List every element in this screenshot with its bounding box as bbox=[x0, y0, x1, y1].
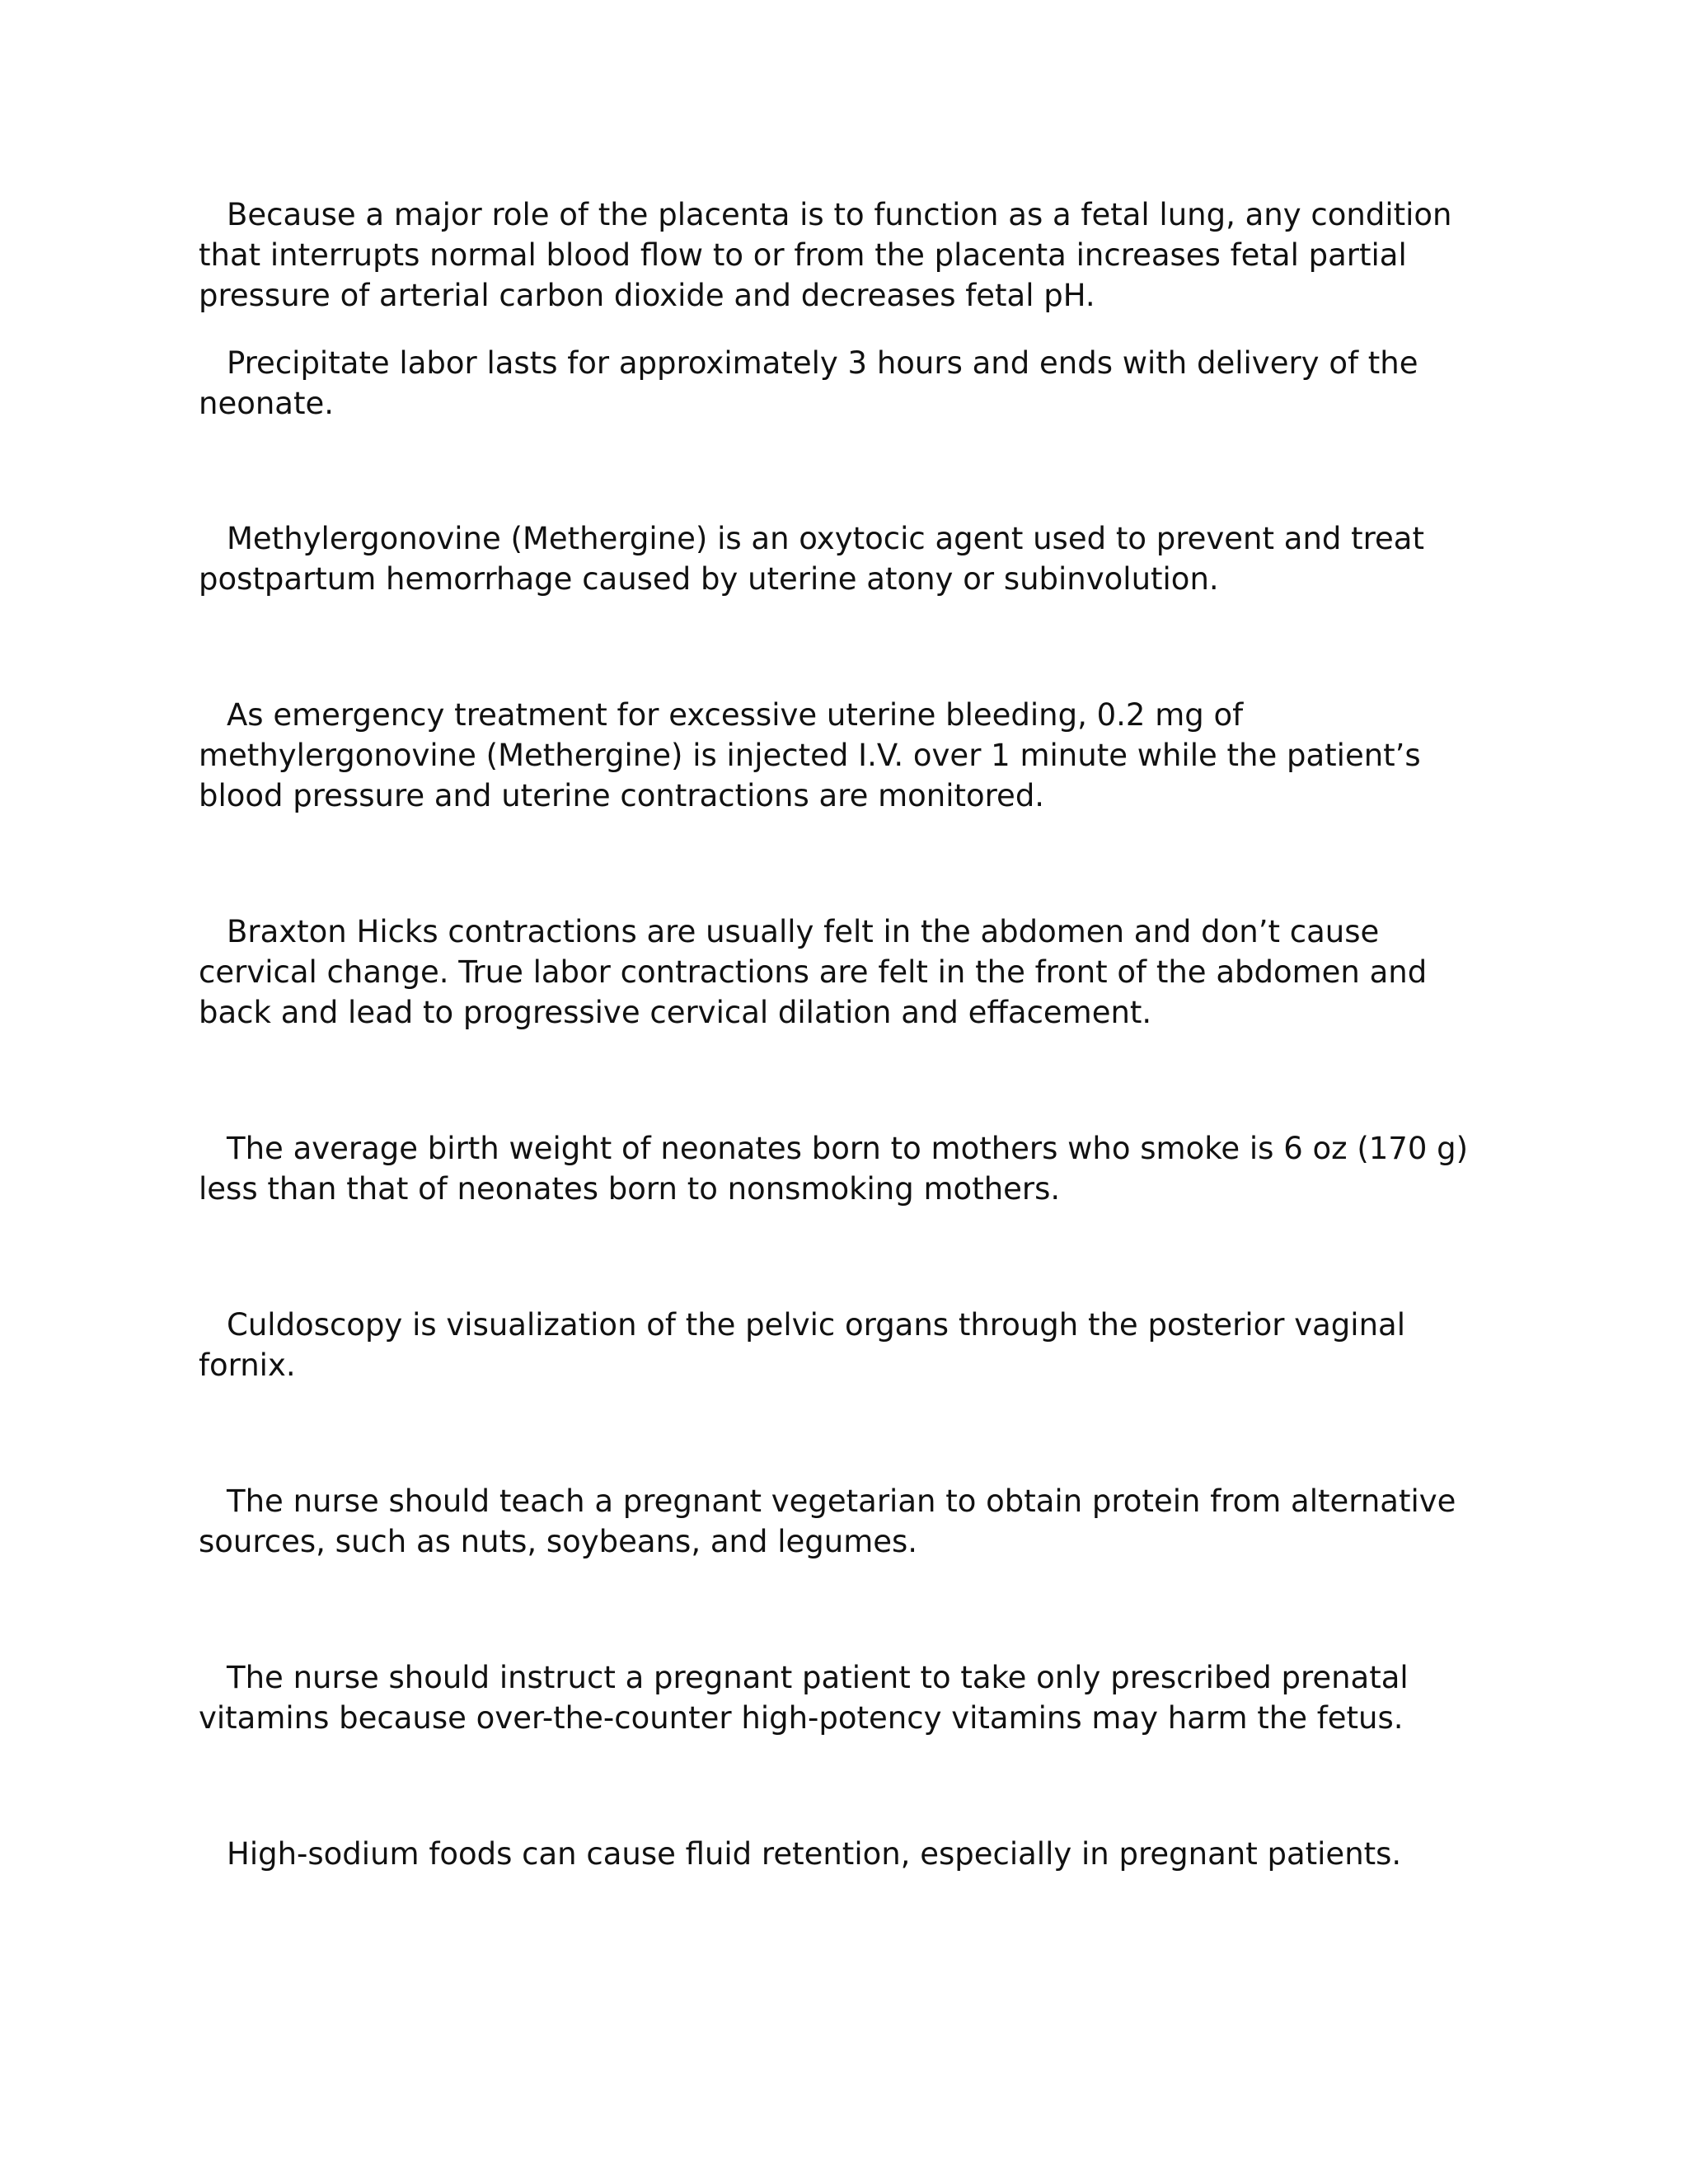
paragraph-emergency-treatment: As emergency treatment for excessive uterine bleeding, 0.2 mg of methylergonovine (Methergine) is injected I.V. over 1 minute while the patient’s blood pressure and uterine contractions are monitored. bbox=[199, 697, 1421, 813]
paragraph-precipitate-labor: Precipitate labor lasts for approximately 3 hours and ends with delivery of the neonate. bbox=[199, 345, 1418, 421]
paragraph-braxton-hicks: Braxton Hicks contractions are usually felt in the abdomen and don’t cause cervical change. True labor contractions are felt in the front of the abdomen and back and lead to progressive cervical dilation and effacement. bbox=[199, 914, 1428, 1030]
paragraph-placenta-fetal-lung: Because a major role of the placenta is to function as a fetal lung, any condition that interrupts normal blood flow to or from the placenta increases fetal partial pressure of arterial carbon dioxide and decreases fetal pH. bbox=[199, 197, 1452, 313]
paragraph-culdoscopy: Culdoscopy is visualization of the pelvic organs through the posterior vaginal fornix. bbox=[199, 1307, 1405, 1383]
paragraph-prenatal-vitamins: The nurse should instruct a pregnant patient to take only prescribed prenatal vitamins because over-the-counter high-potency vitamins may harm the fetus. bbox=[199, 1660, 1409, 1736]
paragraph-birth-weight-smoking: The average birth weight of neonates born to mothers who smoke is 6 oz (170 g) less than that of neonates born to nonsmoking mothers. bbox=[199, 1131, 1469, 1207]
paragraph-vegetarian-protein: The nurse should teach a pregnant vegetarian to obtain protein from alternative sources, such as nuts, soybeans, and legumes. bbox=[199, 1483, 1456, 1559]
paragraph-methylergonovine-oxytocic: Methylergonovine (Methergine) is an oxytocic agent used to prevent and treat postpartum hemorrhage caused by uterine atony or subinvolution. bbox=[199, 521, 1424, 597]
paragraph-high-sodium-foods: High-sodium foods can cause fluid retention, especially in pregnant patients. bbox=[227, 1836, 1402, 1872]
